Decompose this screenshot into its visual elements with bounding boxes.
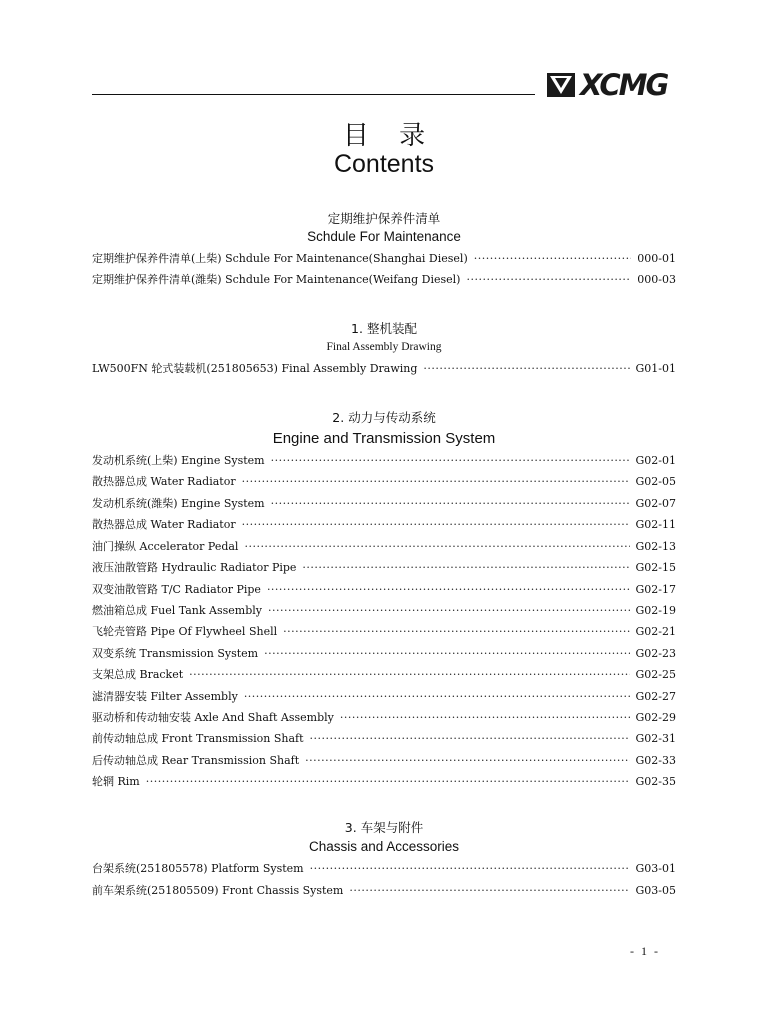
leader-dots: [466, 272, 631, 288]
page-number: - 1 -: [630, 944, 660, 958]
leader-dots: [349, 883, 629, 899]
section-title-en: Final Assembly Drawing: [326, 341, 442, 353]
toc-entry-label: 前车架系统(251805509) Front Chassis System: [92, 884, 344, 897]
leader-dots: [242, 474, 630, 490]
toc-entry-page: G02-13: [635, 540, 676, 553]
toc-entry-label: 驱动桥和传动轴安装 Axle And Shaft Assembly: [92, 711, 334, 724]
toc-entry[interactable]: [92, 710, 676, 726]
leader-dots: [305, 753, 629, 769]
toc-entry[interactable]: [92, 774, 676, 790]
toc-entry-page: G02-11: [635, 518, 676, 531]
leader-dots: [264, 646, 629, 662]
toc-entry-page: G03-01: [635, 862, 676, 875]
toc-entry-label: 散热器总成 Water Radiator: [92, 475, 236, 488]
toc-entry[interactable]: [92, 272, 676, 288]
toc-entry-page: G02-01: [635, 454, 676, 467]
toc-entry[interactable]: [92, 517, 676, 533]
toc-entry[interactable]: [92, 624, 676, 640]
toc-entry-page: 000-03: [637, 273, 676, 286]
toc-entry[interactable]: [92, 646, 676, 662]
toc-entry-label: 支架总成 Bracket: [92, 668, 184, 681]
toc-entry-label: 发动机系统(上柴) Engine System: [92, 454, 265, 467]
title-chinese: 目 录: [342, 121, 426, 151]
toc-entry-page: G02-27: [635, 690, 676, 703]
toc-entry-label: 发动机系统(潍柴) Engine System: [92, 497, 265, 510]
xcmg-logo: [546, 70, 678, 100]
toc-entry[interactable]: [92, 689, 676, 705]
toc-entry[interactable]: [92, 474, 676, 490]
toc-entry[interactable]: [92, 496, 676, 512]
section-title-cn: 定期维护保养件清单: [327, 211, 441, 226]
logo-text: XCMG: [580, 68, 668, 102]
toc-entry-label: 双变系统 Transmission System: [92, 647, 259, 660]
toc-entry-page: G02-05: [635, 475, 676, 488]
toc-entry[interactable]: [92, 667, 676, 683]
leader-dots: [244, 689, 630, 705]
toc-entry-page: G01-01: [635, 362, 676, 375]
toc-entry[interactable]: [92, 539, 676, 555]
toc-entry-page: G02-23: [635, 647, 676, 660]
leader-dots: [302, 560, 629, 576]
toc-entry-label: 油门操纵 Accelerator Pedal: [92, 540, 239, 553]
toc-entry[interactable]: [92, 603, 676, 619]
toc-entry-label: 飞轮壳管路 Pipe Of Flywheel Shell: [92, 625, 278, 638]
section-title-en: Schdule For Maintenance: [307, 229, 461, 244]
toc-entry[interactable]: [92, 883, 676, 899]
toc-entry-label: 台架系统(251805578) Platform System: [92, 862, 304, 875]
section-title-en: Engine and Transmission System: [272, 430, 496, 447]
toc-entry[interactable]: [92, 361, 676, 377]
toc-entry-page: G02-15: [635, 561, 676, 574]
leader-dots: [242, 517, 630, 533]
toc-entry-page: G02-17: [635, 583, 676, 596]
leader-dots: [310, 731, 630, 747]
leader-dots: [267, 582, 630, 598]
toc-entry-page: G02-31: [635, 732, 676, 745]
toc-entry-page: G02-07: [635, 497, 676, 510]
toc-entry[interactable]: [92, 251, 676, 267]
toc-entry[interactable]: [92, 453, 676, 469]
leader-dots: [340, 710, 630, 726]
toc-entry-page: G03-05: [635, 884, 676, 897]
toc-entry-label: 液压油散管路 Hydraulic Radiator Pipe: [92, 561, 297, 574]
leader-dots: [310, 861, 630, 877]
toc-entry-label: 定期维护保养件清单(潍柴) Schdule For Maintenance(Weifang Diesel): [92, 273, 461, 286]
section-title-cn: 3. 车架与附件: [344, 820, 424, 835]
toc-entry-page: G02-19: [635, 604, 676, 617]
leader-dots: [271, 496, 630, 512]
section-title-cn: 1. 整机装配: [351, 321, 417, 336]
leader-dots: [474, 251, 632, 267]
toc-entry-label: 后传动轴总成 Rear Transmission Shaft: [92, 754, 300, 767]
leader-dots: [268, 603, 630, 619]
toc-entry-label: 散热器总成 Water Radiator: [92, 518, 236, 531]
toc-entry-label: LW500FN 轮式装载机(251805653) Final Assembly Drawing: [92, 362, 418, 375]
toc-entry-page: G02-29: [635, 711, 676, 724]
title-english: Contents: [333, 150, 435, 178]
toc-entry-label: 滤清器安装 Filter Assembly: [92, 690, 238, 703]
toc-entry-label: 双变油散管路 T/C Radiator Pipe: [92, 583, 261, 596]
toc-entry-page: G02-25: [635, 668, 676, 681]
toc-entry-label: 定期维护保养件清单(上柴) Schdule For Maintenance(Shanghai Diesel): [92, 252, 468, 265]
leader-dots: [423, 361, 629, 377]
toc-entry-page: 000-01: [637, 252, 676, 265]
toc-entry-label: 燃油箱总成 Fuel Tank Assembly: [92, 604, 262, 617]
toc-entry[interactable]: [92, 731, 676, 747]
section-title-cn: 2. 动力与传动系统: [332, 410, 436, 425]
toc-entry[interactable]: [92, 582, 676, 598]
toc-entry-page: G02-33: [635, 754, 676, 767]
leader-dots: [244, 539, 629, 555]
header-rule: [92, 94, 535, 95]
toc-entry[interactable]: [92, 753, 676, 769]
toc-entry-page: G02-21: [635, 625, 676, 638]
leader-dots: [146, 774, 630, 790]
toc-entry[interactable]: [92, 560, 676, 576]
leader-dots: [189, 667, 629, 683]
leader-dots: [271, 453, 630, 469]
toc-entry-label: 轮辋 Rim: [92, 775, 140, 788]
logo-mark-icon: [546, 72, 576, 98]
toc-entry-label: 前传动轴总成 Front Transmission Shaft: [92, 732, 304, 745]
toc-entry-page: G02-35: [635, 775, 676, 788]
section-title-en: Chassis and Accessories: [308, 839, 460, 854]
toc-entry[interactable]: [92, 861, 676, 877]
leader-dots: [283, 624, 629, 640]
